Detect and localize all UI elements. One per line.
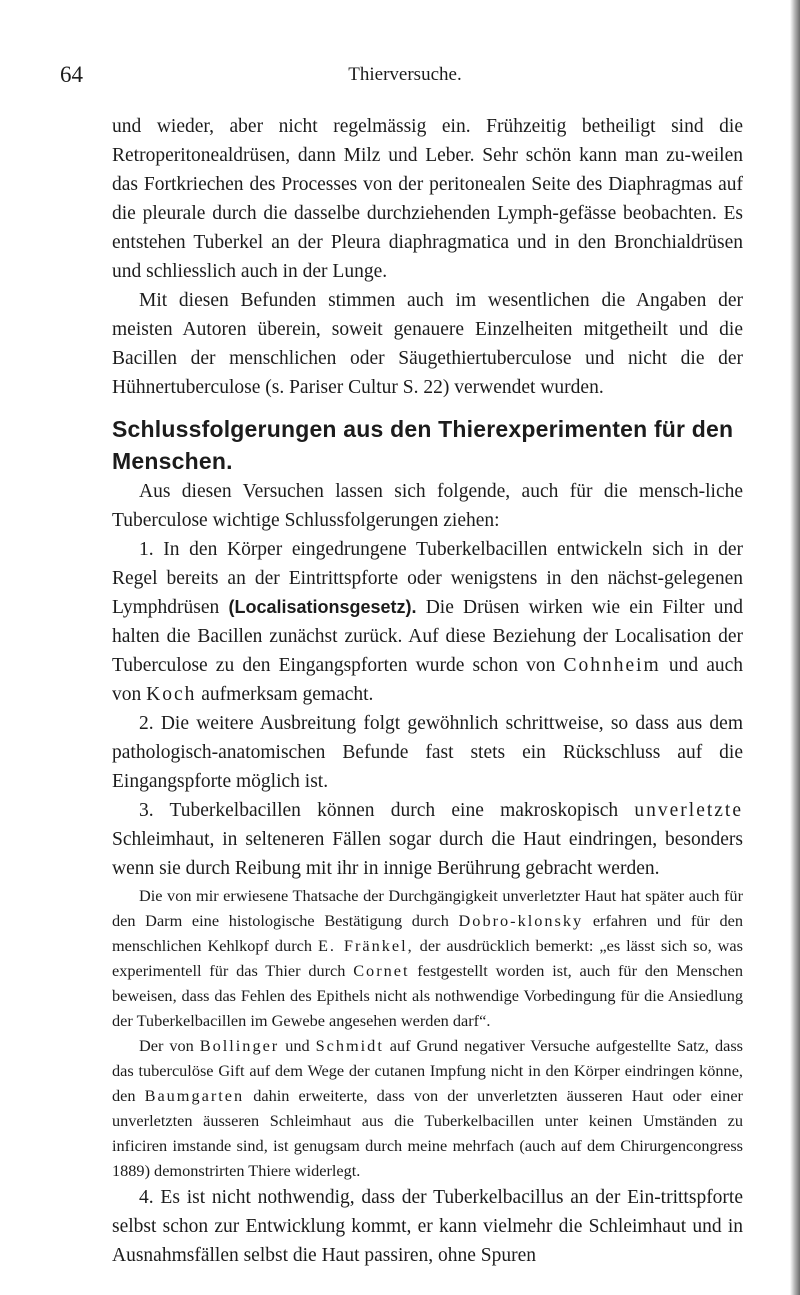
note-paragraph-2 xyxy=(112,1033,743,1183)
note-2-text-d: dahin erweiterte, dass von der unverletzten äusseren Haut oder einer unverletzten äusseren Schleimhaut aus die Tuberkelbacillen unter keinen Umständen zu inficiren imstande sind, ist genugsam durch meine mehrfach (auch auf dem Chirurgencongress 1889) demonstrirten Thiere widerlegt. xyxy=(112,1086,743,1180)
author-schmidt: Schmidt xyxy=(315,1036,384,1055)
term-unverletzte: unverletzte xyxy=(634,800,744,821)
paragraph-point-1 xyxy=(112,535,743,709)
page-header xyxy=(60,62,750,90)
paragraph-point-2: 2. Die weitere Ausbreitung folgt gewöhnlich schrittweise, so dass aus dem pathologisch-anatomischen Befunde fast stets ein Rückschluss auf die Eingangspforte möglich ist. xyxy=(112,713,743,792)
page-number: 64 xyxy=(60,62,83,87)
author-cornet: Cornet xyxy=(353,961,410,980)
point-1-text-d: aufmerksam gemacht. xyxy=(201,684,374,705)
author-fraenkel: E. Fränkel, xyxy=(317,936,414,955)
section-heading: Schlussfolgerungen aus den Thierexperimenten für den Menschen. xyxy=(112,416,734,474)
note-1-text-b: erfahren und für den menschlichen Kehlkopf durch xyxy=(112,911,743,955)
point-1-text-a: 1. In den Körper eingedrungene Tuberkelbacillen entwickeln sich in der Regel bereits an der Eintrittspforte oder wenigstens in den nächst-gelegenen Lymphdrüsen xyxy=(112,539,743,618)
note-1-text-d: festgestellt worden ist, auch für den Menschen beweisen, dass das Fehlen des Epithels nicht als nothwendige Vorbedingung für die Ansiedlung der Tuberkelbacillen im Gewebe angesehen werden darf“. xyxy=(112,961,743,1030)
author-dobroklonsky: Dobro-klonsky xyxy=(458,911,584,930)
author-baumgarten: Baumgarten xyxy=(144,1086,245,1105)
note-2-text-c: auf Grund negativer Versuche aufgestellte Satz, dass das tuberculöse Gift auf dem Wege der cutanen Impfung nicht in den Körper eindringen könne, den xyxy=(112,1036,743,1105)
note-2-text-b: und xyxy=(285,1036,310,1055)
paragraph-point-4: 4. Es ist nicht nothwendig, dass der Tuberkelbacillus an der Ein-trittspforte selbst schon zur Entwicklung kommt, er kann vielmehr die Schleimhaut und in Ausnahmsfällen selbst die Haut passiren, ohne Spuren xyxy=(112,1187,743,1266)
point-3-text-b: Schleimhaut, in selteneren Fällen sogar durch die Haut eindringen, besonders wenn sie durch Reibung mit ihr in innige Berührung gebracht werden. xyxy=(112,829,743,879)
body-text xyxy=(112,112,743,1270)
paragraph-intro: Aus diesen Versuchen lassen sich folgende, auch für die mensch-liche Tuberculose wichtige Schlussfolgerungen ziehen: xyxy=(112,481,743,531)
author-cohnheim: Cohnheim xyxy=(563,655,661,676)
localisation-law-term: (Localisationsgesetz). xyxy=(228,597,417,617)
note-paragraph-1 xyxy=(112,883,743,1033)
note-2-text-a: Der von xyxy=(139,1036,194,1055)
point-1-text-c: und auch von xyxy=(112,655,744,705)
author-koch: Koch xyxy=(146,684,197,705)
paragraph-continuation: und wieder, aber nicht regelmässig ein. Frühzeitig betheiligt sind die Retroperitonealdrüsen, dann Milz und Leber. Sehr schön kann man zu-weilen das Fortkriechen des Processes von der peritonealen Seite des Diaphragmas auf die pleurale durch die dasselbe durchziehenden Lymph-gefässe beobachten. Es entstehen Tuberkel an der Pleura diaphragmatica und in den Bronchialdrüsen und schliesslich auch in der Lunge. xyxy=(112,116,743,282)
note-1-text-c: der ausdrücklich bemerkt: „es lässt sich so, was experimentell für das Thier durch xyxy=(112,936,743,980)
running-title: Thierversuche. xyxy=(348,64,462,85)
point-3-text-a: 3. Tuberkelbacillen können durch eine makroskopisch xyxy=(139,800,619,821)
point-1-text-b: Die Drüsen wirken wie ein Filter und halten die Bacillen zunächst zurück. Auf diese Beziehung der Localisation der Tuberculose zu den Eingangspforten wurde schon von xyxy=(112,597,743,676)
note-1-text-a: Die von mir erwiesene Thatsache der Durchgängigkeit unverletzter Haut hat später auch für den Darm eine histologische Bestätigung durch xyxy=(112,886,743,930)
author-bollinger: Bollinger xyxy=(199,1036,280,1055)
paragraph-findings: Mit diesen Befunden stimmen auch im wesentlichen die Angaben der meisten Autoren überein, soweit genauere Einzelheiten mitgetheilt und die Bacillen der menschlichen oder Säugethiertuberculose und nicht die der Hühnertuberculose (s. Pariser Cultur S. 22) verwendet wurden. xyxy=(112,290,743,398)
paragraph-point-3 xyxy=(112,796,743,883)
page-edge-shadow xyxy=(790,0,800,1295)
